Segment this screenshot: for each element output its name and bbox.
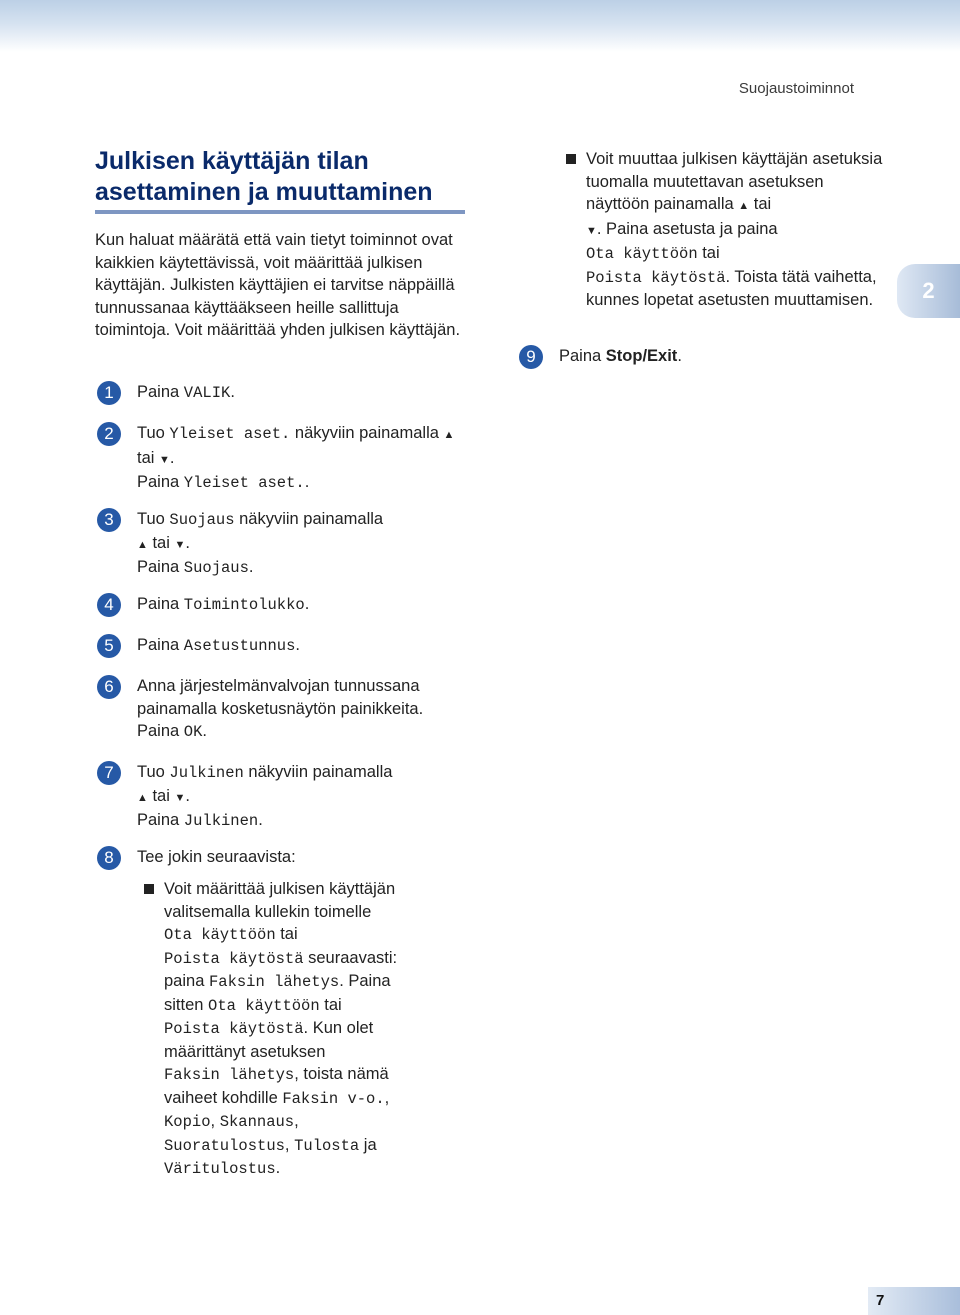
- up-arrow-icon: ▲: [443, 429, 455, 441]
- step-text: Paina Stop/Exit.: [559, 347, 682, 365]
- step-number: 5: [97, 634, 121, 658]
- step-number: 2: [97, 422, 121, 446]
- up-arrow-icon: ▲: [137, 538, 148, 551]
- bullet-square-icon: [566, 154, 576, 164]
- step-number: 8: [97, 846, 121, 870]
- step-number: 9: [519, 345, 543, 369]
- down-arrow-icon: ▼: [586, 224, 597, 237]
- step-number: 3: [97, 508, 121, 532]
- step-text: Paina VALIK.: [137, 383, 235, 402]
- down-arrow-icon: ▼: [174, 538, 186, 551]
- bullet-square-icon: [144, 884, 154, 894]
- step-text: Paina Toimintolukko.: [137, 595, 310, 614]
- step-text: Tuo Suojaus näkyviin painamalla ▲ tai ▼. Paina Suojaus.: [137, 510, 384, 577]
- running-title: Suojaustoiminnot: [738, 80, 854, 97]
- chapter-tab: 2: [897, 264, 960, 318]
- bullet-text: Voit määrittää julkisen käyttäjän valitsemalla kullekin toimelle Ota käyttöön tai Poista käytöstä seuraavasti: paina Faksin lähetys. Paina sitten Ota käyttöön tai Poista käytöstä. Kun olet määrittänyt asetuksen Faksin lähetys, toista nämä vaiheet kohdille Faksin v-o., Kopio, Skannaus, Suoratulostus, Tulosta ja Väritulostus.: [164, 880, 398, 1178]
- intro-paragraph: Kun haluat määrätä että vain tietyt toiminnot ovat kaikkien käytettävissä, voit määrittää julkisen käyttäjän. Julkisten käyttäjien ei tarvitse näppäillä tunnussanaa käyttääkseen heille sallittuja toimintoja. Voit määrittää yhden julkisen käyttäjän.: [95, 231, 461, 339]
- header-band: [0, 0, 960, 52]
- bullet-text: Voit muuttaa julkisen käyttäjän asetuksia tuomalla muutettavan asetuksen näyttöön painamalla ▲ tai ▼. Paina asetusta ja paina Ota käyttöön tai Poista käytöstä. Toista tätä vaihetta, kunnes lopetat asetusten muuttamisen.: [586, 150, 883, 309]
- down-arrow-icon: ▼: [159, 453, 170, 466]
- up-arrow-icon: ▲: [738, 200, 750, 212]
- up-arrow-icon: ▲: [137, 791, 148, 804]
- page-number: 7: [868, 1287, 960, 1315]
- section-title: Julkisen käyttäjän tilan asettaminen ja muuttaminen: [95, 147, 433, 206]
- step-number: 1: [97, 381, 121, 405]
- step-text: Tuo Julkinen näkyviin painamalla ▲ tai ▼. Paina Julkinen.: [137, 763, 393, 830]
- step-number: 4: [97, 593, 121, 617]
- step-text: Anna järjestelmänvalvojan tunnussana painamalla kosketusnäytön painikkeita. Paina OK.: [137, 677, 424, 741]
- step-text: Tuo Yleiset aset. näkyviin painamalla ▲ tai ▼. Paina Yleiset aset..: [137, 424, 455, 492]
- down-arrow-icon: ▼: [174, 791, 186, 804]
- title-underline: [95, 210, 465, 214]
- step-number: 6: [97, 675, 121, 699]
- step-number: 7: [97, 761, 121, 785]
- step-text: Tee jokin seuraavista:: [137, 848, 296, 866]
- step-text: Paina Asetustunnus.: [137, 636, 301, 655]
